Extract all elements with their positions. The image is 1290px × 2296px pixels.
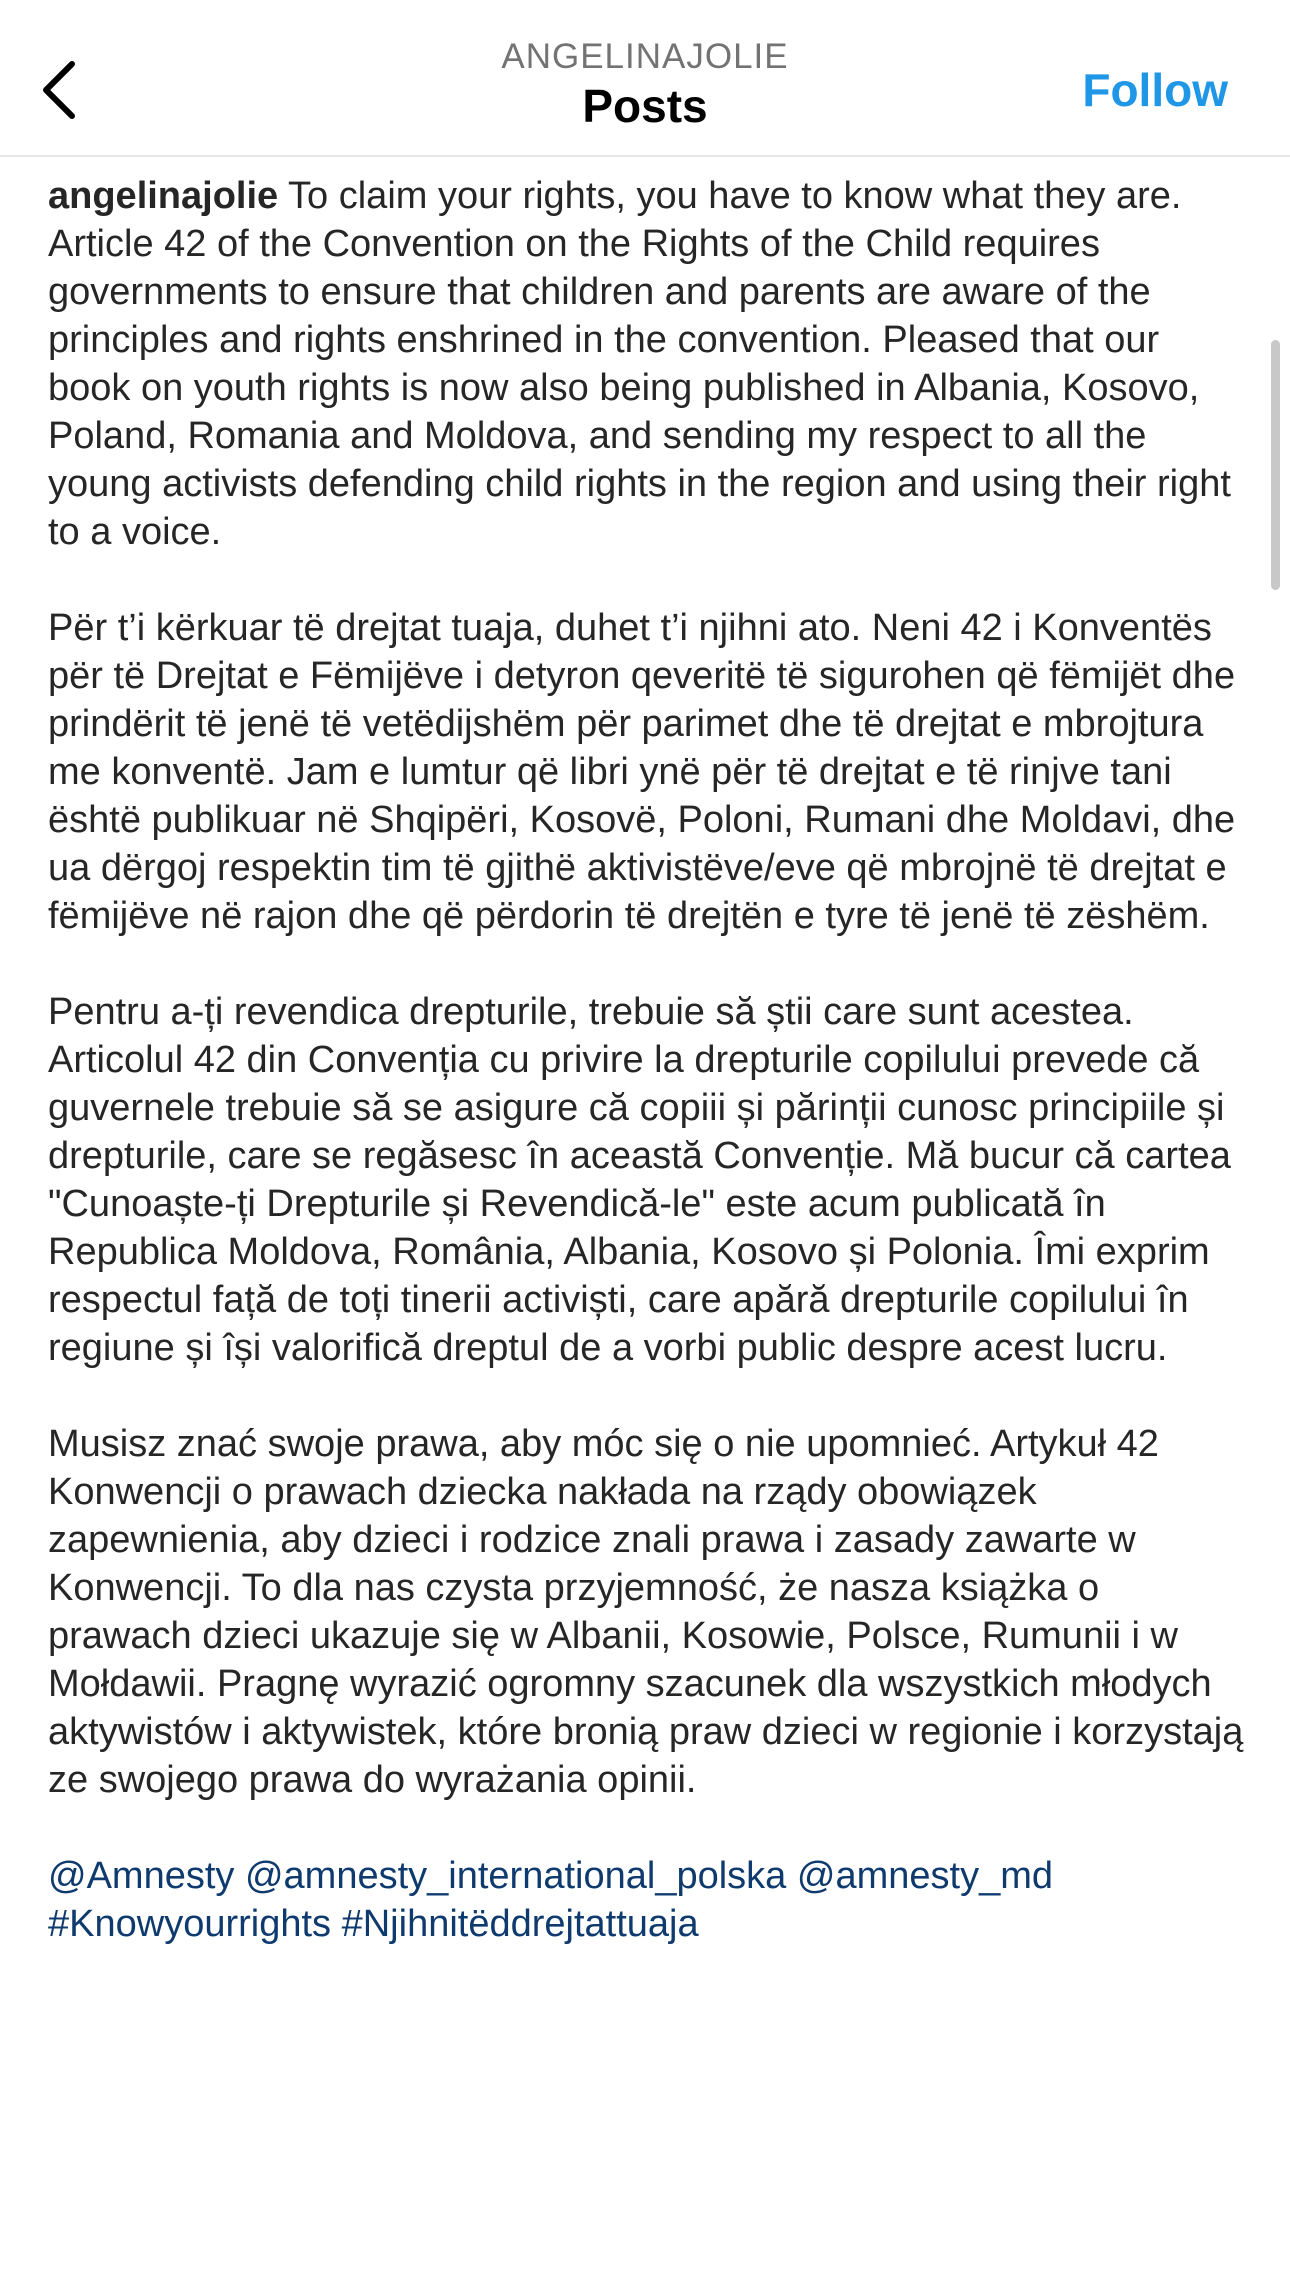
caption-paragraph: Për t’i kërkuar të drejtat tuaja, duhet t’i njihni ato. Neni 42 i Konventës për të Drejtat e Fëmijëve i detyron qeveritë të sigurohen që fëmijët dhe prindërit të jenë të vetëdijshëm për parimet dhe të drejtat e mbrojtura me konventë. Jam e lumtur që libri ynë për të drejtat e të rinjve tani është publikuar në Shqipëri, Kosovë, Poloni, Rumani dhe Moldavi, dhe ua dërgoj respektin tim të gjithë aktivistëve/eve që mbrojnë të drejtat e fëmijëve në rajon dhe që përdorin të drejtën e tyre të jenë të zëshëm. bbox=[48, 607, 1236, 937]
post-caption bbox=[48, 172, 1248, 1948]
top-bar bbox=[0, 0, 1290, 157]
caption-paragraph: Musisz znać swoje prawa, aby móc się o nie upomnieć. Artykuł 42 Konwencji o prawach dziecka nakłada na rządy obowiązek zapewnienia, aby dzieci i rodzice znali prawa i zasady zawarte w Konwencji. To dla nas czysta przyjemność, że nasza książka o prawach dzieci ukazuje się w Albanii, Kosowie, Polsce, Rumunii i w Mołdawii. Pragnę wyrazić ogromny szacunek dla wszystkich młodych aktywistów i aktywistek, które bronią praw dzieci w regionie i korzystają ze swojego prawa do wyrażania opinii. bbox=[48, 1423, 1244, 1801]
caption-paragraph bbox=[48, 172, 1248, 556]
mention-link[interactable]: @Amnesty bbox=[48, 1855, 235, 1897]
header-titles bbox=[300, 36, 990, 134]
hashtag-link[interactable]: #Njihnitëddrejtattuaja bbox=[341, 1903, 699, 1945]
mention-link[interactable]: @amnesty_md bbox=[796, 1855, 1053, 1897]
page-title: Posts bbox=[582, 80, 708, 132]
author-username[interactable]: angelinajolie bbox=[48, 175, 279, 217]
caption-text-en: To claim your rights, you have to know what they are. Article 42 of the Convention on the Rights of the Child requires governments to ensure that children and parents are aware of the principles and rights enshrined in the convention. Pleased that our book on youth rights is now also being published in Albania, Kosovo, Poland, Romania and Moldova, and sending my respect to all the young activists defending child rights in the region and using their right to a voice. bbox=[48, 175, 1231, 553]
follow-button[interactable]: Follow bbox=[1082, 64, 1228, 116]
hashtag-link[interactable]: #Knowyourrights bbox=[48, 1903, 332, 1945]
caption-tags bbox=[48, 1852, 1248, 1948]
scrollbar[interactable] bbox=[1271, 340, 1280, 590]
mention-link[interactable]: @amnesty_international_polska bbox=[244, 1855, 787, 1897]
header-username: ANGELINAJOLIE bbox=[501, 37, 789, 76]
chevron-left-icon bbox=[38, 58, 82, 122]
back-button[interactable] bbox=[28, 50, 92, 130]
caption-paragraph: Pentru a-ți revendica drepturile, trebuie să știi care sunt acestea. Articolul 42 din Convenția cu privire la drepturile copilului prevede că guvernele trebuie să se asigure că copiii și părinții cunosc principiile și drepturile, care se regăsesc în această Convenție. Mă bucur că cartea "Cunoaște-ți Drepturile și Revendică-le" este acum publicată în Republica Moldova, România, Albania, Kosovo și Polonia. Îmi exprim respectul față de toți tinerii activiști, care apără drepturile copilului în regiune și își valorifică dreptul de a vorbi public despre acest lucru. bbox=[48, 991, 1231, 1369]
